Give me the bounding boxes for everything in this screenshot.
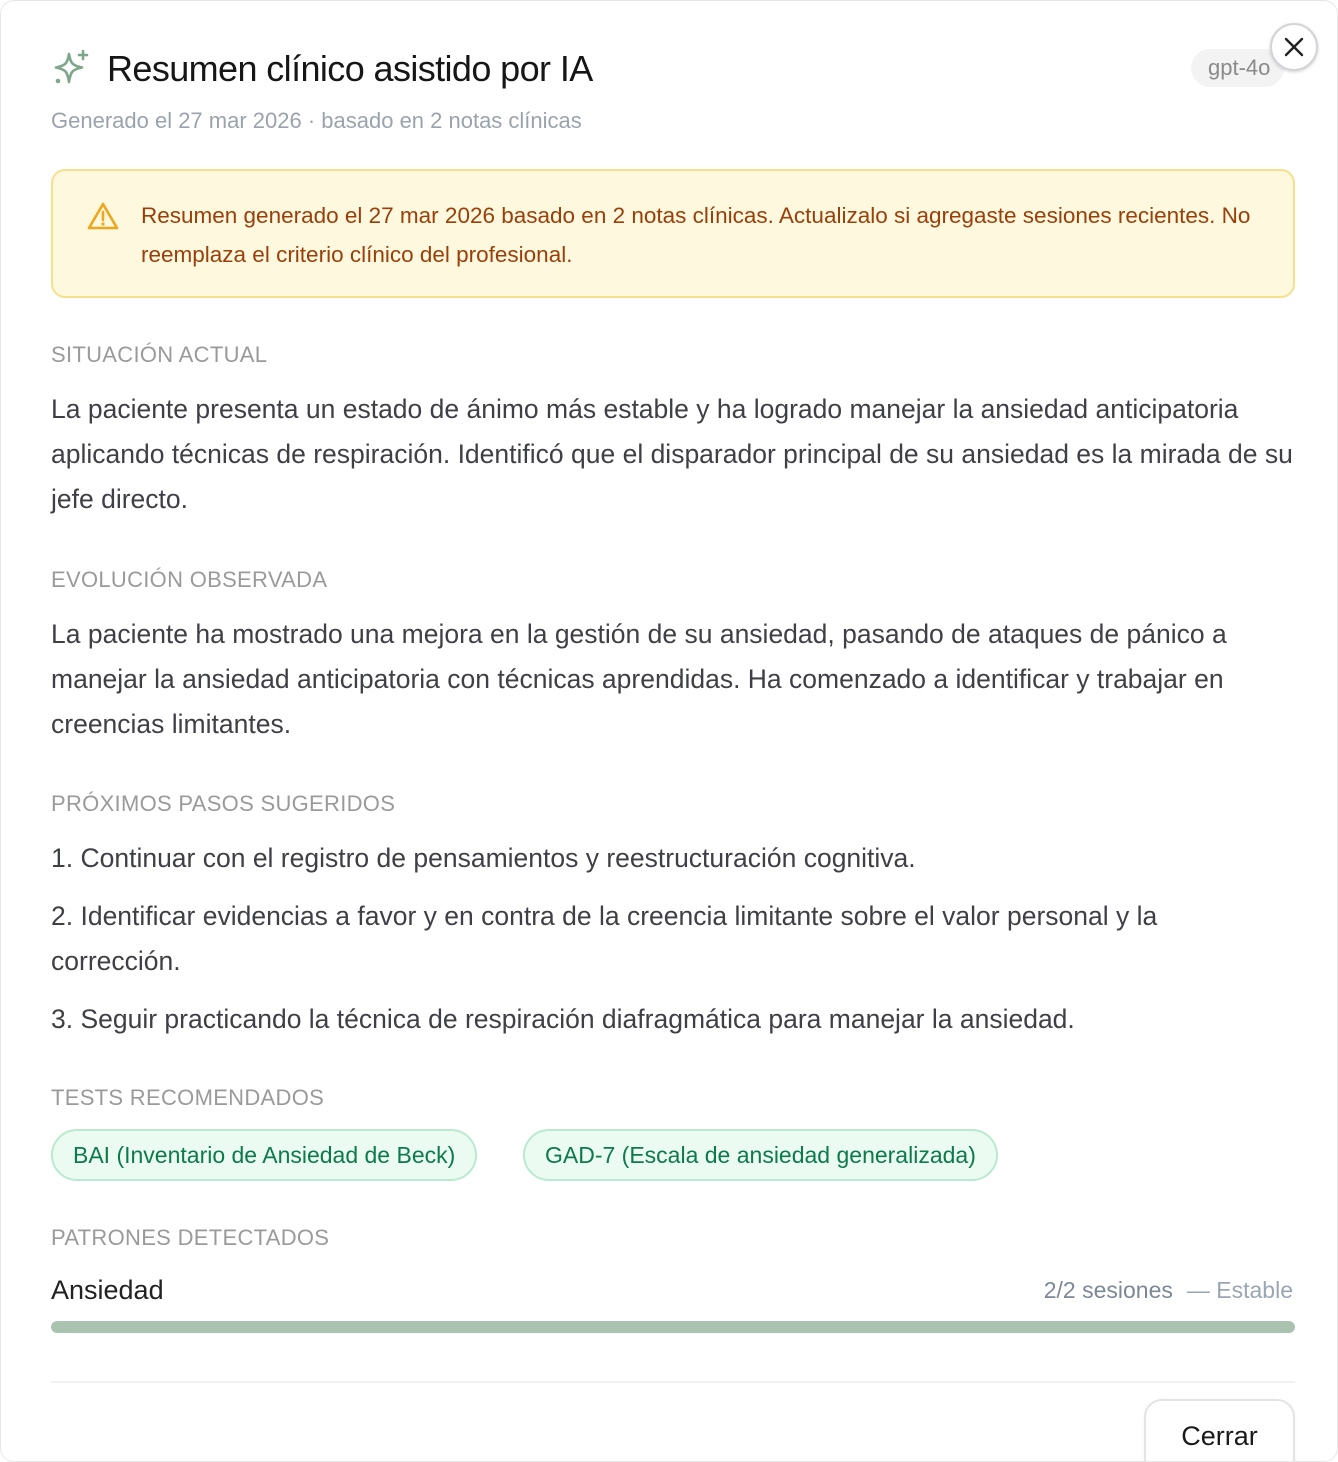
section-label-patrones: PATRONES DETECTADOS	[51, 1225, 330, 1250]
pattern-progress-bar	[51, 1321, 1295, 1333]
situacion-text: La paciente presenta un estado de ánimo más estable y ha logrado manejar la ansiedad anticipatoria aplicando técnicas de respiración. Identificó que el disparador principal de su ansiedad es la mirada de su jefe directo.	[51, 394, 1293, 514]
test-chip-gad7[interactable]: GAD-7 (Escala de ansiedad generalizada)	[523, 1129, 998, 1181]
alert-text: Resumen generado el 27 mar 2026 basado en 2 notas clínicas. Actualizalo si agregaste sesiones recientes. No reemplaza el criterio clínico del profesional.	[141, 203, 1251, 267]
disclaimer-alert	[51, 169, 1295, 298]
close-icon	[1283, 36, 1305, 58]
modal-title: Resumen clínico asistido por IA	[107, 48, 593, 89]
section-label-situacion: SITUACIÓN ACTUAL	[51, 342, 268, 367]
pattern-name: Ansiedad	[51, 1275, 164, 1305]
warning-triangle-icon	[87, 201, 119, 231]
section-label-pasos: PRÓXIMOS PASOS SUGERIDOS	[51, 791, 396, 816]
modal-subtitle: Generado el 27 mar 2026 · basado en 2 notas clínicas	[51, 108, 582, 133]
pattern-trend: — Estable	[1186, 1277, 1293, 1303]
section-label-evolucion: EVOLUCIÓN OBSERVADA	[51, 567, 328, 592]
sparkles-icon	[51, 48, 91, 88]
list-item: 3. Seguir practicando la técnica de respiración diafragmática para manejar la ansiedad.	[51, 1004, 1075, 1034]
model-badge: gpt-4o	[1191, 49, 1284, 87]
test-chip-bai[interactable]: BAI (Inventario de Ansiedad de Beck)	[51, 1129, 477, 1181]
cerrar-button[interactable]: Cerrar	[1144, 1399, 1295, 1462]
footer-divider	[51, 1381, 1295, 1383]
evolucion-text: La paciente ha mostrado una mejora en la gestión de su ansiedad, pasando de ataques de pánico a manejar la ansiedad anticipatoria con técnicas aprendidas. Ha comenzado a identificar y trabajar en creencias limitantes.	[51, 619, 1227, 739]
list-item: 1. Continuar con el registro de pensamientos y reestructuración cognitiva.	[51, 843, 916, 873]
pattern-session-count: 2/2 sesiones	[1043, 1277, 1173, 1303]
section-label-tests: TESTS RECOMENDADOS	[51, 1085, 325, 1110]
pattern-progress-fill	[51, 1321, 1295, 1333]
close-button[interactable]	[1270, 23, 1318, 71]
list-item: 2. Identificar evidencias a favor y en contra de la creencia limitante sobre el valor personal y la corrección.	[51, 901, 1158, 976]
pattern-meta	[1044, 1274, 1293, 1306]
